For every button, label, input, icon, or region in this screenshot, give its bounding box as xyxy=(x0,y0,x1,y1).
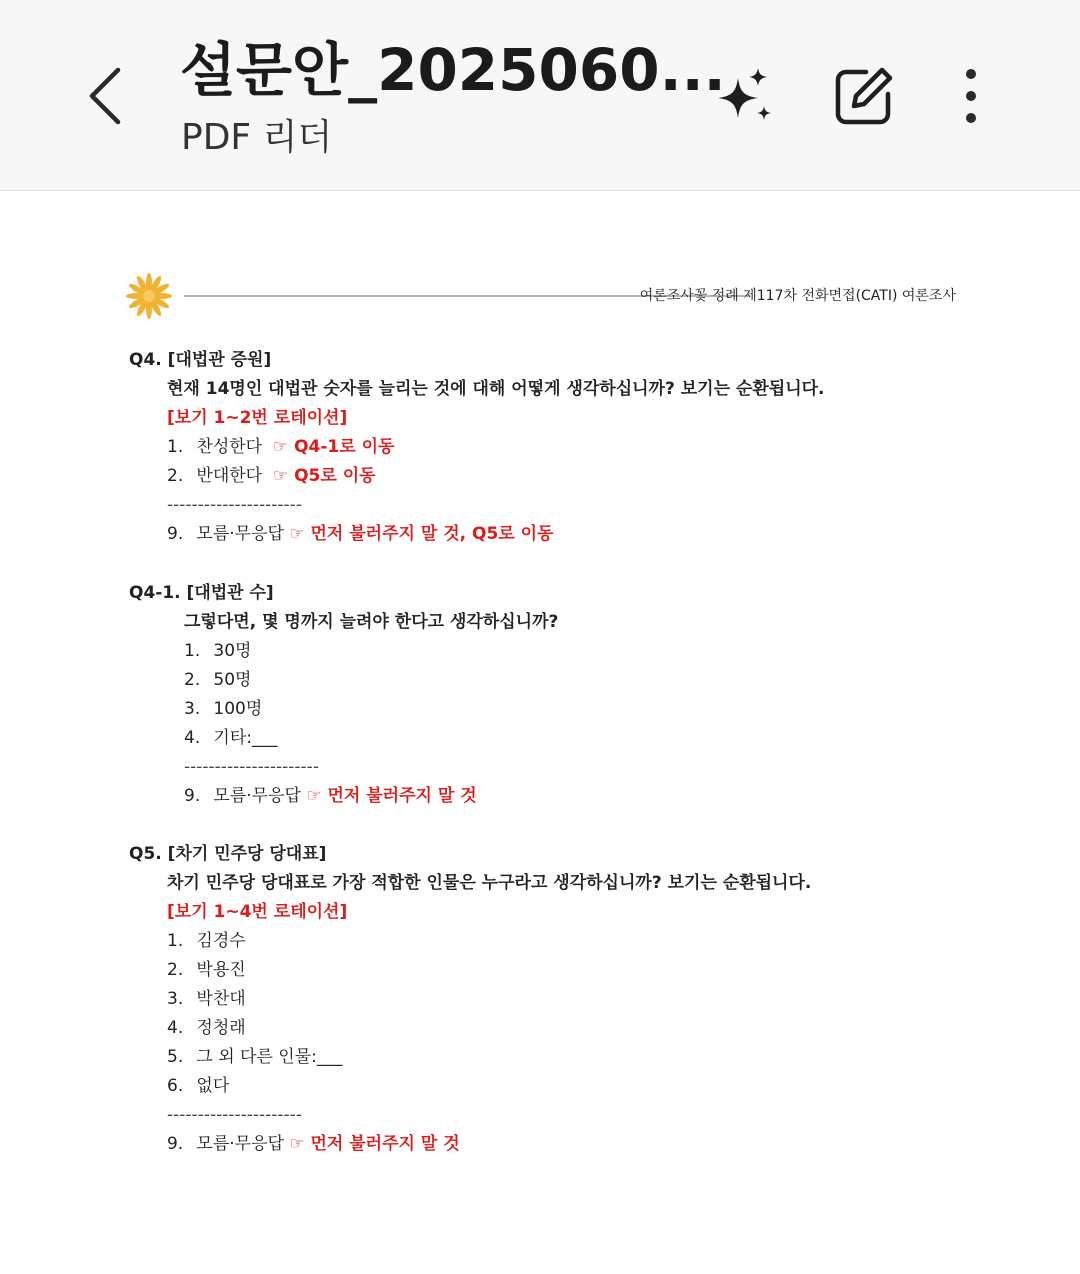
q5-option-dk xyxy=(167,1132,460,1156)
option-label: 정청래 xyxy=(196,1018,246,1038)
q4-tag: [대법관 증원] xyxy=(167,350,272,370)
q5-option-2 xyxy=(167,958,246,982)
option-number: 3. xyxy=(167,989,184,1009)
app-bar xyxy=(0,0,1080,191)
option-label: 없다 xyxy=(196,1076,230,1096)
q4-1-heading xyxy=(129,581,274,605)
option-note: ☞ 먼저 불러주지 말 것, Q5로 이동 xyxy=(289,524,554,544)
q4-1-option-1 xyxy=(184,639,251,663)
option-number: 9. xyxy=(184,786,201,806)
header-text: 여론조사꽃 정례 제117차 전화면접(CATI) 여론조사 xyxy=(639,288,956,304)
option-label: 50명 xyxy=(213,670,252,690)
q4-1-question: 그렇다면, 몇 명까지 늘려야 한다고 생각하십니까? xyxy=(184,612,559,632)
option-number: 4. xyxy=(167,1018,184,1038)
q5-option-6 xyxy=(167,1074,229,1098)
q5-option-3 xyxy=(167,987,246,1011)
q4-id: Q4. xyxy=(129,350,162,370)
option-label: 찬성한다 xyxy=(196,437,263,457)
q4-rotation: [보기 1~2번 로테이션] xyxy=(167,408,348,428)
q5-tag: [차기 민주당 당대표] xyxy=(167,844,327,864)
option-label: 김경수 xyxy=(196,931,246,951)
app-subtitle: PDF 리더 xyxy=(181,117,333,158)
q4-option-dk xyxy=(167,522,553,546)
option-label: 모름·무응답 xyxy=(196,1134,284,1154)
q5-divider: ---------------------- xyxy=(167,1105,302,1125)
back-button[interactable] xyxy=(80,60,136,132)
option-label: 모름·무응답 xyxy=(213,786,301,806)
option-number: 2. xyxy=(167,960,184,980)
q4-question: 현재 14명인 대법관 숫자를 늘리는 것에 대해 어떻게 생각하십니까? 보기는 순환됩니다. xyxy=(167,379,825,399)
q4-1-option-dk xyxy=(184,784,477,808)
pdf-page xyxy=(0,191,1080,1274)
q4-1-option-4 xyxy=(184,726,277,750)
option-number: 2. xyxy=(184,670,201,690)
more-options-button[interactable] xyxy=(948,64,994,128)
q4-divider: ---------------------- xyxy=(167,495,302,515)
option-label: 100명 xyxy=(213,699,263,719)
option-label: 박용진 xyxy=(196,960,246,980)
q5-heading xyxy=(129,842,326,866)
option-label: 기타:___ xyxy=(213,728,278,748)
more-vertical-icon xyxy=(948,64,994,128)
option-number: 3. xyxy=(184,699,201,719)
option-number: 1. xyxy=(167,437,184,457)
edit-button[interactable] xyxy=(832,64,896,128)
sparkle-icon xyxy=(712,64,776,128)
option-note: ☞ 먼저 불러주지 말 것 xyxy=(306,786,477,806)
q5-option-1 xyxy=(167,929,246,953)
q5-rotation: [보기 1~4번 로테이션] xyxy=(167,902,348,922)
q5-question: 차기 민주당 당대표로 가장 적합한 인물은 누구라고 생각하십니까? 보기는 순환됩니다. xyxy=(167,873,812,893)
q5-id: Q5. xyxy=(129,844,162,864)
option-number: 9. xyxy=(167,1134,184,1154)
option-label: 그 외 다른 인물:___ xyxy=(196,1047,343,1067)
option-number: 5. xyxy=(167,1047,184,1067)
q4-1-divider: ---------------------- xyxy=(184,757,319,777)
q4-1-option-3 xyxy=(184,697,262,721)
option-number: 2. xyxy=(167,466,184,486)
q4-option-2 xyxy=(167,464,376,488)
option-number: 9. xyxy=(167,524,184,544)
edit-icon xyxy=(832,64,896,128)
option-number: 4. xyxy=(184,728,201,748)
option-note: ☞ 먼저 불러주지 말 것 xyxy=(289,1134,460,1154)
q4-option-1 xyxy=(167,435,394,459)
option-label: 박찬대 xyxy=(196,989,246,1009)
q4-1-option-2 xyxy=(184,668,251,692)
option-label: 반대한다 xyxy=(196,466,263,486)
option-number: 1. xyxy=(167,931,184,951)
q4-1-tag: [대법관 수] xyxy=(186,583,274,603)
option-note: ☞ Q5로 이동 xyxy=(272,466,376,486)
chevron-left-icon xyxy=(80,60,136,132)
ai-assist-button[interactable] xyxy=(712,64,776,128)
document-header xyxy=(126,273,956,319)
q4-1-id: Q4-1. xyxy=(129,583,181,603)
option-number: 6. xyxy=(167,1076,184,1096)
option-number: 1. xyxy=(184,641,201,661)
q4-heading xyxy=(129,348,271,372)
q5-option-5 xyxy=(167,1045,342,1069)
option-note: ☞ Q4-1로 이동 xyxy=(272,437,395,457)
option-label: 모름·무응답 xyxy=(196,524,284,544)
option-label: 30명 xyxy=(213,641,252,661)
flower-logo-icon xyxy=(126,273,172,319)
q5-option-4 xyxy=(167,1016,246,1040)
document-title: 설문안_2025060... xyxy=(180,36,726,104)
